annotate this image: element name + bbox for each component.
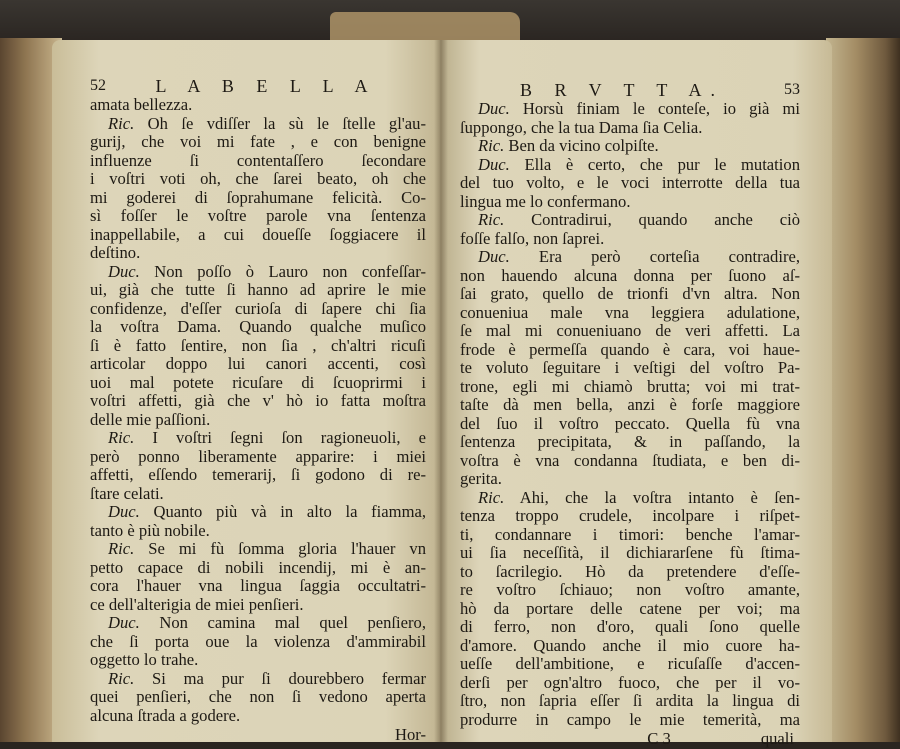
text-line: Duc. Ella è certo, che pur le mutation — [478, 154, 800, 174]
text-line: voſtra è vna condanna ſtudiata, e ben di- — [460, 450, 800, 470]
speaker-name: Duc. — [478, 247, 510, 266]
text-line: voſtri affetti, già che v' hò io fatta moſtra — [90, 391, 426, 410]
running-head-title: L A B E L L A — [155, 76, 377, 96]
page-footer — [460, 729, 800, 749]
text-line: ce dell'alterigia de miei penſieri. — [90, 594, 304, 614]
text-line: di ferro, non d'oro, quali ſono quelle — [460, 617, 800, 636]
left-text-block — [90, 76, 426, 745]
text-line: gerita. — [460, 469, 502, 488]
catchword: quali — [760, 729, 794, 748]
text-line: del ſuo il voſtro peccato. Quella fù vna — [460, 413, 800, 433]
text-line: influenze ſi contentaſſero ſecondare — [90, 150, 426, 170]
speaker-name: Ric. — [478, 487, 505, 507]
speaker-name: Ric. — [108, 113, 135, 133]
page-number: 53 — [784, 81, 800, 98]
text-line: ſtro, non ſapria eſſer ſi ardita la lingua di — [460, 691, 800, 710]
running-head-title: B R V T T A. — [519, 80, 725, 100]
text-line: Duc. Horsù finiam le conteſe, io già mi — [478, 99, 800, 118]
book-gutter — [434, 40, 448, 742]
text-line: re voſtro ſchiauo; non voſtro amante, — [460, 580, 800, 599]
text-line: oggetto lo trahe. — [90, 650, 199, 669]
page-number: 52 — [90, 77, 106, 94]
text-line: tenza troppo crudele, incolpare i riſpet- — [460, 506, 800, 525]
text-line: uoi mal potete ricuſare di ſcuoprirmi i — [90, 372, 426, 392]
speaker-name: Ric. — [478, 136, 505, 155]
text-line: Ric. Se mi fù ſomma gloria l'hauer vn — [108, 539, 426, 558]
text-line: Duc. Era però corteſia contradire, — [478, 247, 800, 266]
text-line: ueſſe dell'ambitione, e ricuſaſſe d'accen- — [460, 654, 800, 673]
right-page-lines — [460, 100, 800, 729]
text-line: la voſtra Dama. Quando qualche muſico — [90, 317, 426, 336]
text-line: non hauendo alcuna donna per ſuono aſ- — [460, 265, 800, 285]
text-line: quei penſieri, che non ſi vedono aperta — [90, 687, 426, 706]
text-line: ſe mal mi conueniuano de veri affetti. La — [460, 321, 800, 340]
text-line: affetti, eſſendo temerarij, ſi godono di re- — [90, 465, 426, 484]
signature-mark: C 3 — [647, 729, 671, 748]
text-line: ui ſia neceſſità, il dichiararſene fù ſtima- — [460, 543, 800, 562]
speaker-name: Ric. — [108, 539, 135, 558]
text-line: gurij, che voi mi fate , e con benigne — [90, 132, 426, 151]
text-line: tanto è più nobile. — [90, 520, 210, 540]
text-line: ui, già che tutte ſi hanno ad aprire le mie — [90, 280, 426, 299]
text-line: del tuo volto, e le voci interrotte della tua — [460, 173, 800, 192]
text-line: ſtare celati. — [90, 483, 164, 503]
text-line: conueniua male vna leggiera adulatione, — [460, 302, 800, 322]
text-line: Ric. Contradirui, quando anche ciò — [478, 210, 800, 229]
text-line: produrre in campo le mie temerità, ma — [460, 709, 800, 729]
text-line: deſtino. — [90, 243, 141, 262]
text-line: Duc. Non camina mal quel penſiero, — [108, 613, 426, 632]
text-line: articolar doppo lui canori accenti, così — [90, 354, 426, 373]
text-line: sì foſſer le voſtre parole vna ſentenza — [90, 206, 426, 225]
speaker-name: Duc. — [478, 154, 510, 174]
left-running-head — [90, 76, 426, 96]
text-line: d'amore. Quando anche il mio cuore ha- — [460, 635, 800, 655]
text-line: te voluto ſeguitare i veſtigi del voſtro Pa- — [460, 358, 800, 377]
text-line: inappellabile, a cui doueſſe ſoggiacere il — [90, 224, 426, 244]
text-line: foſſe falſo, non ſaprei. — [460, 228, 605, 248]
text-line: confidenze, d'eſſer curioſa di ſapere chi ſia — [90, 298, 426, 318]
text-line: hò da portare delle catene per voi; ma — [460, 598, 800, 618]
speaker-name: Ric. — [108, 668, 135, 688]
text-line: ſuppongo, che la tua Dama ſia Celia. — [460, 117, 703, 137]
text-line: ſai grato, quello de trionfi d'vn altra. Non — [460, 284, 800, 303]
text-line: cora l'hauer vna lingua ſaggia occultatri- — [90, 576, 426, 595]
right-page — [440, 40, 832, 748]
left-page-lines — [90, 96, 426, 725]
right-page-edges — [826, 38, 900, 742]
text-line: Duc. Quanto più và in alto la fiamma, — [108, 502, 426, 521]
text-line: to ſacrilegio. Hò da pretendere d'eſſe- — [460, 561, 800, 581]
text-line: Ric. I voſtri ſegni ſon ragioneuoli, e — [108, 428, 426, 447]
right-running-head — [460, 80, 800, 100]
left-page — [52, 40, 444, 742]
speaker-name: Duc. — [108, 613, 140, 632]
text-line: amata bellezza. — [90, 95, 193, 114]
text-line: però ponno liberamente apparire: i miei — [90, 446, 426, 466]
text-line: Ric. Ben da vicino colpiſte. — [478, 136, 659, 155]
text-line: ſentenza precipitata, & in paſſando, la — [460, 432, 800, 451]
text-line: delle mie paſſioni. — [90, 409, 211, 429]
catchword: Hor- — [395, 725, 426, 744]
speaker-name: Duc. — [108, 502, 140, 521]
text-line: ſi è fatto ſentire, non ſia , ch'altri ricuſi — [90, 335, 426, 355]
text-line: taſte dà men bella, anzi è forſe maggiore — [460, 395, 800, 414]
text-line: derſi per ogn'altro fuoco, che per il vo- — [460, 672, 800, 692]
text-line: Ric. Ahi, che la voſtra intanto è ſen- — [478, 487, 800, 507]
speaker-name: Duc. — [478, 99, 510, 118]
text-line: Ric. Oh ſe vdiſſer la sù le ſtelle gl'au- — [108, 113, 426, 133]
text-line: trone, egli mi chiamò brutta; voi mi trat- — [460, 376, 800, 396]
text-line: i voſtri voti oh, che ſarei beato, oh che — [90, 169, 426, 188]
speaker-name: Ric. — [478, 210, 505, 229]
speaker-name: Ric. — [108, 428, 135, 447]
text-line: Duc. Non poſſo ò Lauro non confeſſar- — [108, 261, 426, 281]
text-line: frode è permeſſa quando è cara, voi haue- — [460, 339, 800, 359]
torn-spine-fragment — [330, 12, 520, 42]
text-line: petto capace di nobili incendij, mi è an- — [90, 557, 426, 577]
text-line: lingua me lo confermano. — [460, 191, 631, 211]
text-line: Ric. Si ma pur ſi dourebbero fermar — [108, 668, 426, 688]
text-line: che ſi porta oue la violenza d'ammirabil — [90, 631, 426, 651]
text-line: ti, condannare i timori: benche l'amar- — [460, 524, 800, 544]
right-text-block — [460, 80, 800, 749]
speaker-name: Duc. — [108, 261, 140, 281]
text-line: mi goderei di ſoprahumane felicità. Co- — [90, 187, 426, 207]
text-line: alcuna ſtrada a godere. — [90, 705, 241, 725]
